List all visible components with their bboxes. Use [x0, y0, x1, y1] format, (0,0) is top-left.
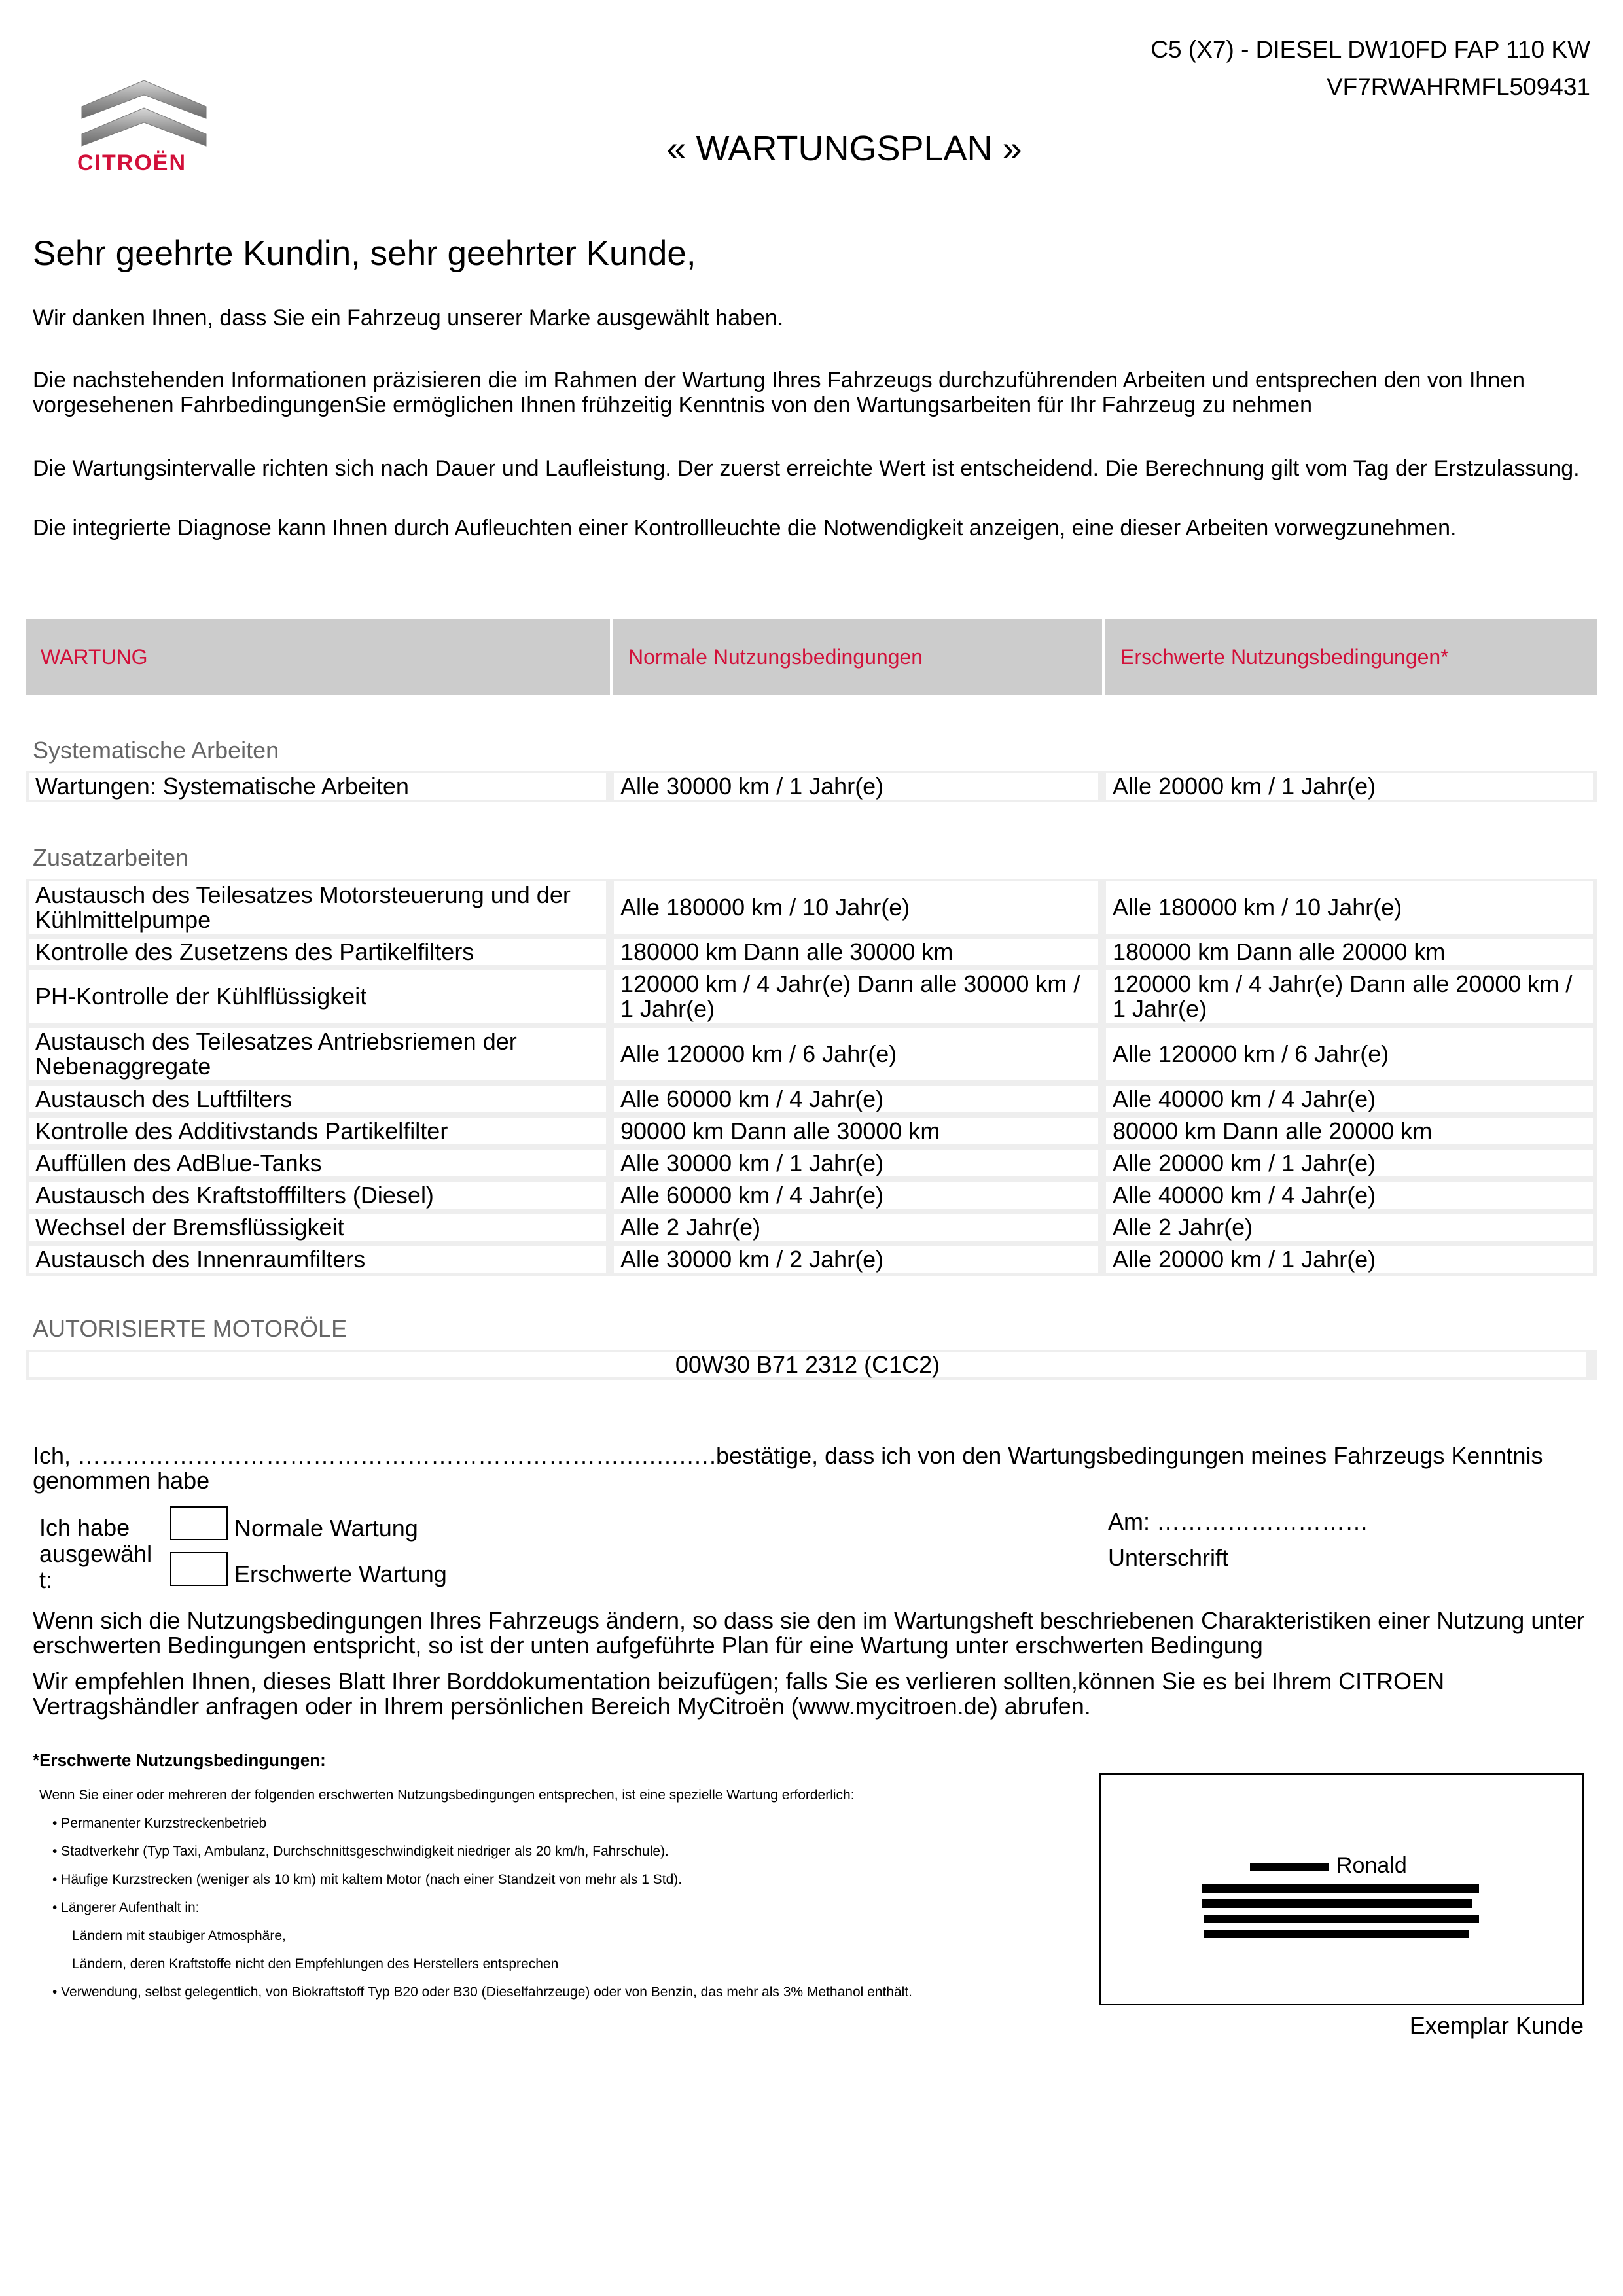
condition-subitem: Ländern mit staubiger Atmosphäre,	[72, 1928, 286, 1943]
task-cell: PH-Kontrolle der Kühlflüssigkeit	[29, 970, 606, 1023]
heavy-interval-cell: Alle 20000 km / 1 Jahr(e)	[1106, 1150, 1593, 1176]
task-cell: Austausch des Luftfilters	[29, 1086, 606, 1112]
note-paragraph: Wenn sich die Nutzungsbedingungen Ihres Fahrzeugs ändern, so dass sie den im Wartungsheft beschriebenen Charakteristiken einer Nutzung unter erschwerten Bedingungen entspricht, so ist der unten aufgeführte Plan für eine Wartung unter erschwerten Bedingung	[33, 1607, 1585, 1659]
heavy-interval-cell: 120000 km / 4 Jahr(e) Dann alle 20000 km / 1 Jahr(e)	[1106, 970, 1593, 1023]
table-row	[26, 1243, 1597, 1276]
note-paragraph: Wir empfehlen Ihnen, dieses Blatt Ihrer Borddokumentation beizufügen; falls Sie es verlieren sollten,können Sie es bei Ihrem CITROEN Vertragshändler anfragen oder in Ihrem persönlichen Bereich MyCitroën (www.mycitroen.de) abrufen.	[33, 1668, 1445, 1720]
normal-interval-cell: Alle 2 Jahr(e)	[614, 1214, 1098, 1241]
conditions-intro: Wenn Sie einer oder mehreren der folgenden erschwerten Nutzungsbedingungen entsprechen, ist eine spezielle Wartung erforderlich:	[39, 1788, 855, 1803]
oil-specification: 00W30 B71 2312 (C1C2)	[29, 1352, 1586, 1377]
header-maintenance: WARTUNG	[41, 645, 148, 669]
heavy-interval-cell: 180000 km Dann alle 20000 km	[1106, 939, 1593, 965]
intro-paragraph: Die Wartungsintervalle richten sich nach Dauer und Laufleistung. Der zuerst erreichte Wert ist entscheidend. Die Berechnung gilt vom Tag der Erstzulassung.	[33, 456, 1580, 481]
table-row	[26, 1179, 1597, 1211]
task-cell: Kontrolle des Additivstands Partikelfilter	[29, 1118, 606, 1144]
copy-label: Exemplar Kunde	[1409, 2012, 1584, 2039]
normal-interval-cell: Alle 120000 km / 6 Jahr(e)	[614, 1028, 1098, 1080]
task-cell: Auffüllen des AdBlue-Tanks	[29, 1150, 606, 1176]
header-normal-conditions: Normale Nutzungsbedingungen	[628, 645, 923, 669]
signature-name: Ronald	[1336, 1853, 1407, 1878]
table-row	[26, 968, 1597, 1025]
header-separator	[610, 619, 613, 695]
normal-interval-cell: Alle 30000 km / 2 Jahr(e)	[614, 1246, 1098, 1273]
table-row	[26, 771, 1597, 802]
normal-interval-cell: Alle 60000 km / 4 Jahr(e)	[614, 1086, 1098, 1112]
oil-row	[26, 1350, 1597, 1380]
redaction-bar	[1202, 1899, 1472, 1908]
heavy-interval-cell: Alle 40000 km / 4 Jahr(e)	[1106, 1182, 1593, 1209]
header-separator	[1102, 619, 1105, 695]
task-cell: Austausch des Teilesatzes Antriebsriemen der Nebenaggregate	[29, 1028, 606, 1080]
section-additional-title: Zusatzarbeiten	[33, 844, 189, 871]
condition-item: • Längerer Aufenthalt in:	[52, 1900, 200, 1915]
condition-item: • Permanenter Kurzstreckenbetrieb	[52, 1816, 267, 1831]
heavy-interval-cell: Alle 120000 km / 6 Jahr(e)	[1106, 1028, 1593, 1080]
heavy-interval-cell: 80000 km Dann alle 20000 km	[1106, 1118, 1593, 1144]
table-row	[26, 936, 1597, 968]
brand-wordmark: CITROËN	[77, 150, 187, 175]
normal-maintenance-label: Normale Wartung	[234, 1515, 418, 1542]
intro-paragraph: Wir danken Ihnen, dass Sie ein Fahrzeug unserer Marke ausgewählt haben.	[33, 306, 784, 330]
section-systematic-title: Systematische Arbeiten	[33, 737, 279, 764]
header-heavy-conditions: Erschwerte Nutzungsbedingungen*	[1120, 645, 1449, 669]
confirmation-text: Ich, …………………………………………………………….….….….bestätige, dass ich von den Wartungsbedingungen meines Fahrzeugs Kenntnis genommen habe	[33, 1442, 1543, 1494]
redaction-bar	[1204, 1930, 1469, 1938]
condition-item: • Häufige Kurzstrecken (weniger als 10 km) mit kaltem Motor (nach einer Standzeit von mehr als 1 Std).	[52, 1872, 683, 1887]
heavy-interval-cell: Alle 40000 km / 4 Jahr(e)	[1106, 1086, 1593, 1112]
task-cell: Austausch des Teilesatzes Motorsteuerung und der Kühlmittelpumpe	[29, 881, 606, 934]
task-cell: Austausch des Kraftstofffilters (Diesel)	[29, 1182, 606, 1209]
greeting: Sehr geehrte Kundin, sehr geehrter Kunde,	[33, 234, 696, 273]
condition-item: • Stadtverkehr (Typ Taxi, Ambulanz, Durchschnittsgeschwindigkeit niedriger als 20 km/h, Fahrschule).	[52, 1844, 669, 1859]
conditions-title: *Erschwerte Nutzungsbedingungen:	[33, 1750, 326, 1770]
intro-paragraph: Die nachstehenden Informationen präzisieren die im Rahmen der Wartung Ihres Fahrzeugs durchzuführenden Arbeiten und entsprechen den von Ihnen vorgesehenen FahrbedingungenSie ermöglichen Ihnen frühzeitig Kenntnis von den Wartungsarbeiten für Ihr Fahrzeug zu nehmen	[33, 368, 1525, 417]
heavy-interval-cell: Alle 180000 km / 10 Jahr(e)	[1106, 881, 1593, 934]
section-oils-title: AUTORISIERTE MOTORÖLE	[33, 1315, 348, 1342]
normal-interval-cell: 180000 km Dann alle 30000 km	[614, 939, 1098, 965]
condition-subitem: Ländern, deren Kraftstoffe nicht den Empfehlungen des Herstellers entsprechen	[72, 1956, 559, 1971]
redaction-bar	[1250, 1863, 1329, 1871]
vehicle-vin: VF7RWAHRMFL509431	[1326, 73, 1590, 100]
task-cell: Wechsel der Bremsflüssigkeit	[29, 1214, 606, 1241]
heavy-interval-cell: Alle 20000 km / 1 Jahr(e)	[1106, 1246, 1593, 1273]
document-title: « WARTUNGSPLAN »	[666, 129, 1022, 168]
table-row	[26, 1147, 1597, 1179]
normal-interval-cell: Alle 180000 km / 10 Jahr(e)	[614, 881, 1098, 934]
date-line: Am: ………………………	[1108, 1508, 1369, 1535]
task-cell: Austausch des Innenraumfilters	[29, 1246, 606, 1273]
normal-interval-cell: 90000 km Dann alle 30000 km	[614, 1118, 1098, 1144]
vehicle-model: C5 (X7) - DIESEL DW10FD FAP 110 KW	[1150, 36, 1590, 63]
task-cell: Kontrolle des Zusetzens des Partikelfilters	[29, 939, 606, 965]
normal-interval-cell: Alle 30000 km / 1 Jahr(e)	[614, 773, 1098, 800]
table-row	[26, 879, 1597, 936]
table-row	[26, 1083, 1597, 1115]
heavy-interval-cell: Alle 20000 km / 1 Jahr(e)	[1106, 773, 1593, 800]
chosen-label: Ich habe ausgewähl t:	[39, 1514, 152, 1593]
redaction-bar	[1204, 1915, 1479, 1923]
table-row	[26, 1211, 1597, 1243]
signature-label: Unterschrift	[1108, 1544, 1229, 1571]
heavy-interval-cell: Alle 2 Jahr(e)	[1106, 1214, 1593, 1241]
heavy-maintenance-label: Erschwerte Wartung	[234, 1561, 447, 1587]
maintenance-table-header	[26, 619, 1597, 695]
normal-interval-cell: Alle 60000 km / 4 Jahr(e)	[614, 1182, 1098, 1209]
task-cell: Wartungen: Systematische Arbeiten	[29, 773, 606, 800]
normal-maintenance-checkbox[interactable]	[170, 1506, 228, 1540]
intro-paragraph: Die integrierte Diagnose kann Ihnen durch Aufleuchten einer Kontrollleuchte die Notwendigkeit anzeigen, eine dieser Arbeiten vorwegzunehmen.	[33, 516, 1457, 540]
normal-interval-cell: Alle 30000 km / 1 Jahr(e)	[614, 1150, 1098, 1176]
normal-interval-cell: 120000 km / 4 Jahr(e) Dann alle 30000 km / 1 Jahr(e)	[614, 970, 1098, 1023]
redaction-bar	[1202, 1884, 1479, 1893]
table-row	[26, 1115, 1597, 1147]
condition-item: • Verwendung, selbst gelegentlich, von Biokraftstoff Typ B20 oder B30 (Dieselfahrzeuge) oder von Benzin, das mehr als 3% Methanol enthält.	[52, 1985, 913, 2000]
heavy-maintenance-checkbox[interactable]	[170, 1552, 228, 1586]
table-row	[26, 1025, 1597, 1083]
